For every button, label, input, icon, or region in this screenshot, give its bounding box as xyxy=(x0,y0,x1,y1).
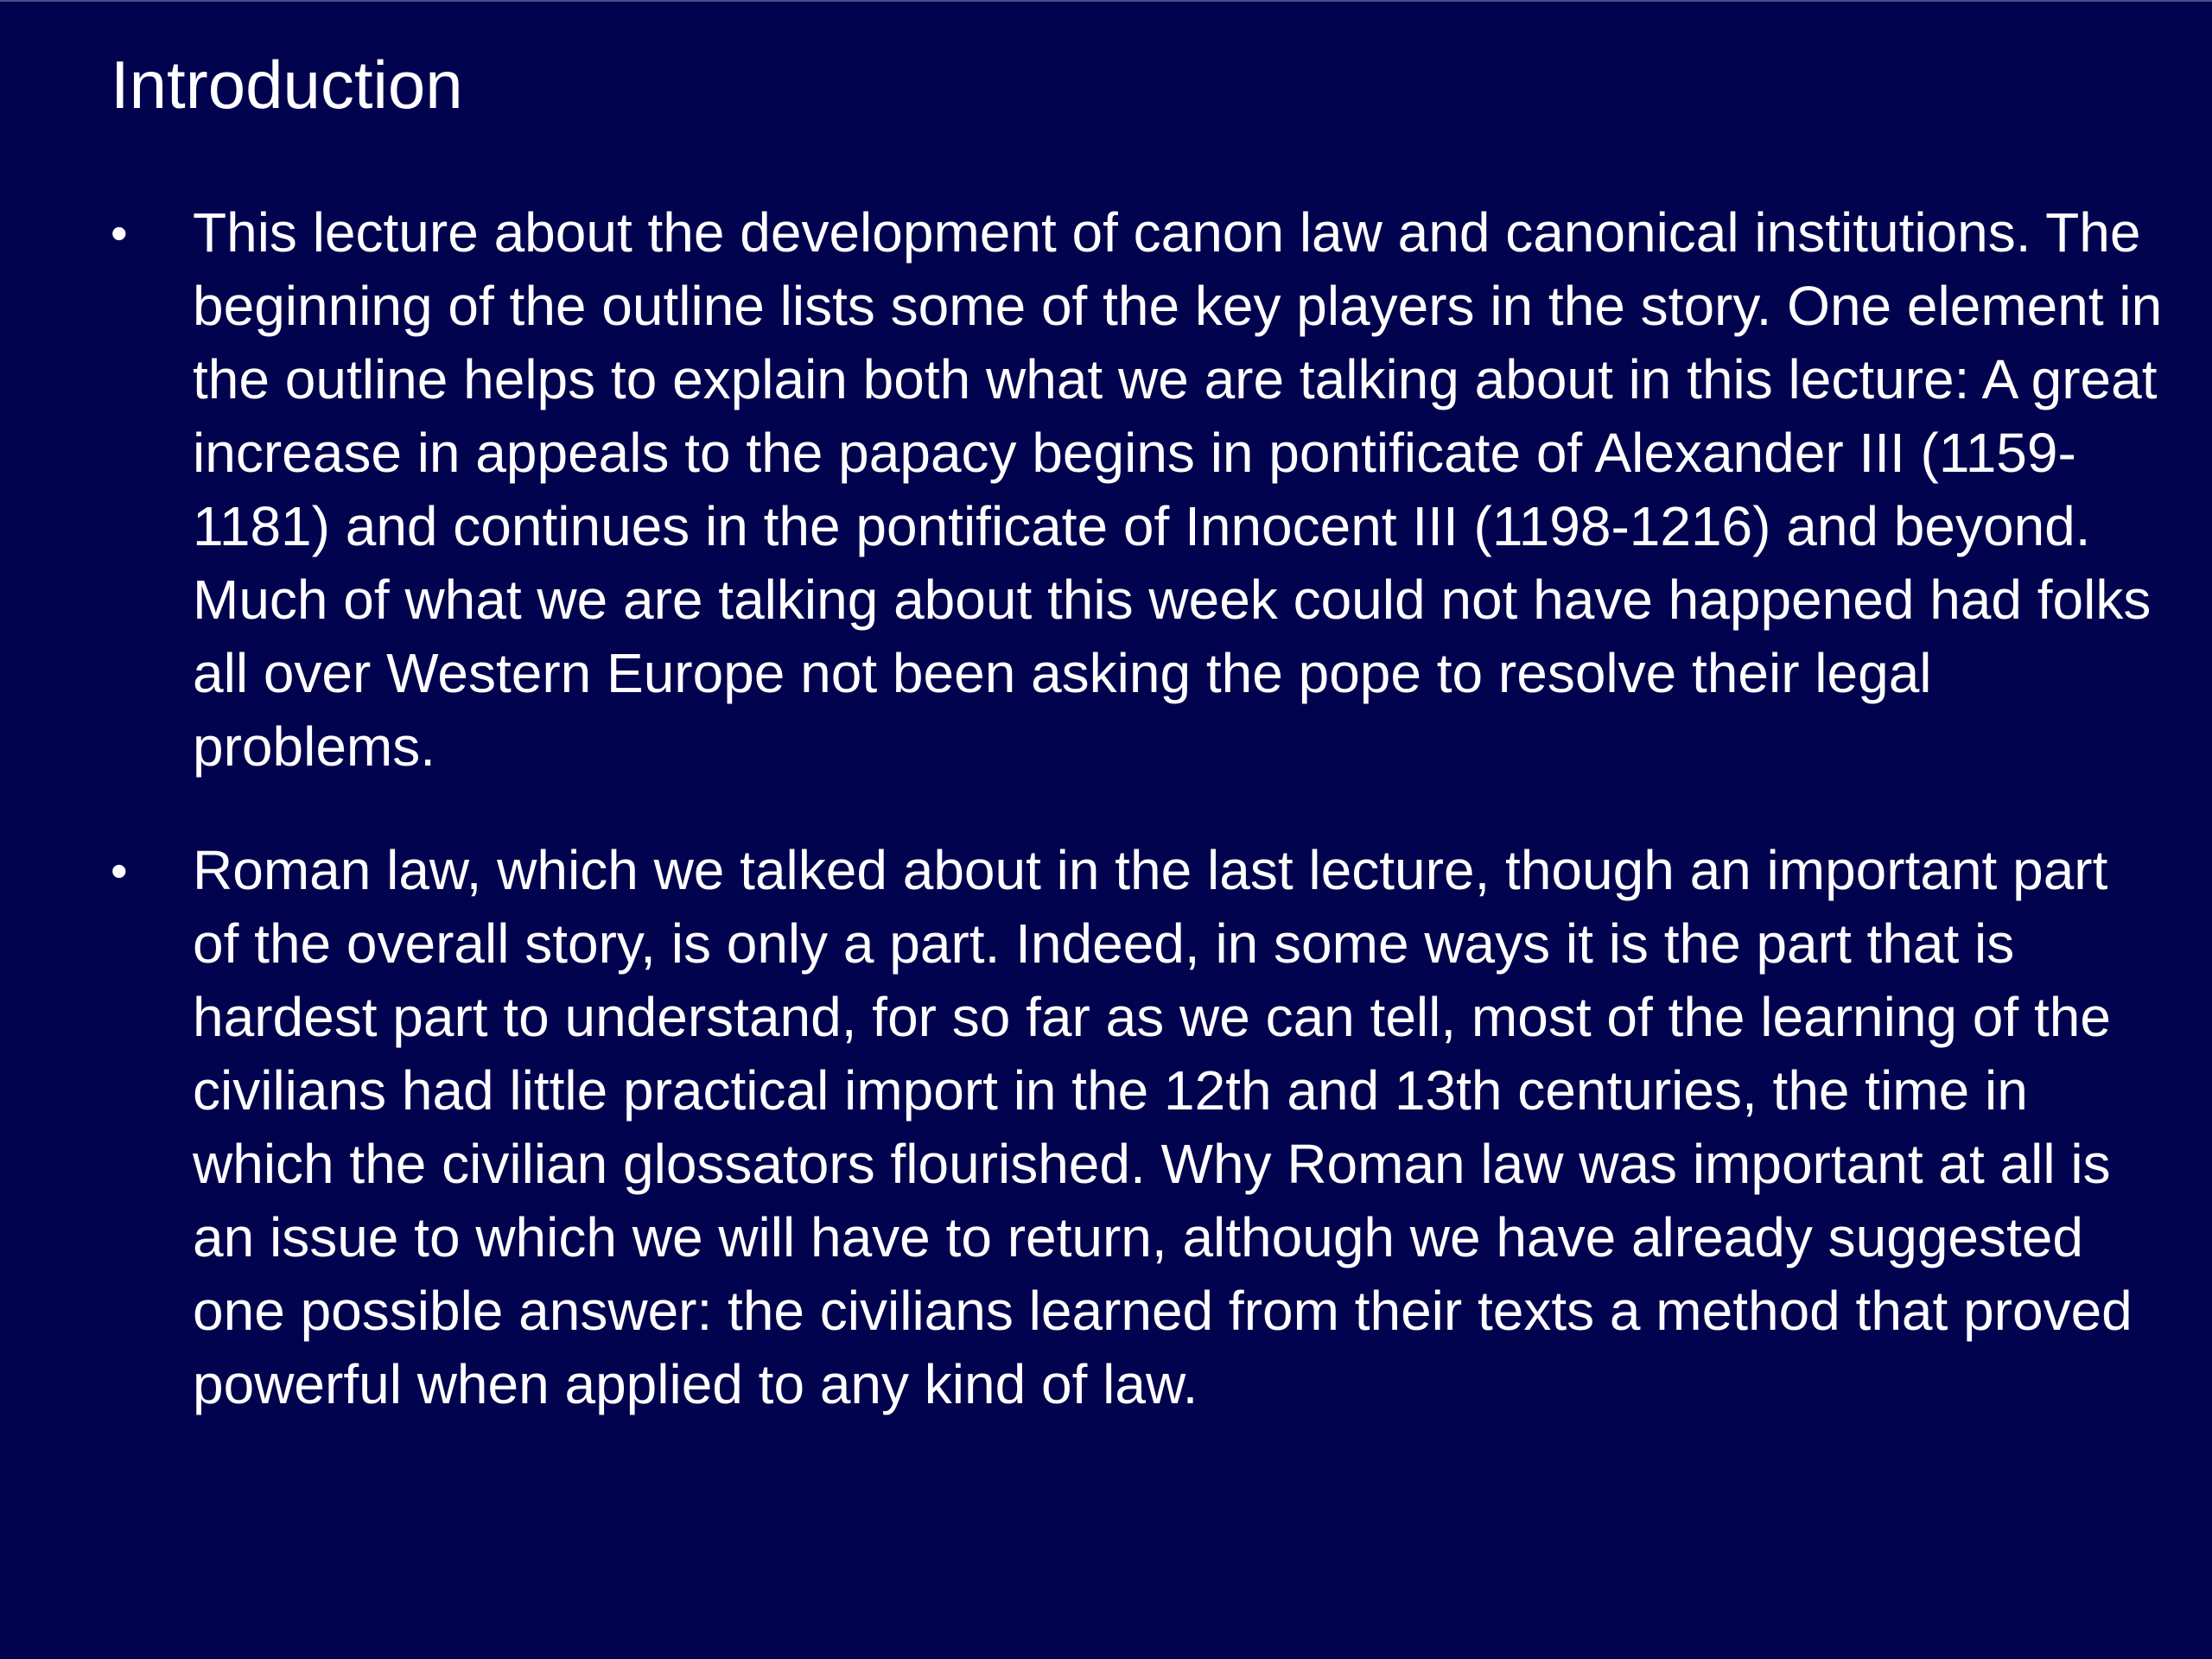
bullet-item xyxy=(111,834,2167,1421)
bullet-icon: • xyxy=(111,843,128,898)
bullet-item xyxy=(111,196,2167,784)
bullet-list xyxy=(111,196,2167,1471)
slide-title: Introduction xyxy=(111,47,463,123)
bullet-text: This lecture about the development of canon law and canonical institutions. The beginning of the outline lists some of the key players in the story. One element in the outline helps to explain both what we are talking about in this lecture: A great increase in appeals to the papacy begins in pontificate of Alexander III (1159-1181) and continues in the pontificate of Innocent III (1198-1216) and beyond. Much of what we are talking about this week could not have happened had folks all over Western Europe not been asking the pope to resolve their legal problems. xyxy=(193,201,2163,778)
bullet-text: Roman law, which we talked about in the last lecture, though an important part of the overall story, is only a part. Indeed, in some ways it is the part that is hardest part to understand, for so far as we can tell, most of the learning of the civilians had little practical import in the 12th and 13th centuries, the time in which the civilian glossators flourished. Why Roman law was important at all is an issue to which we will have to return, although we have already suggested one possible answer: the civilians learned from their texts a method that proved powerful when applied to any kind of law. xyxy=(193,839,2133,1415)
bullet-icon: • xyxy=(111,206,128,260)
